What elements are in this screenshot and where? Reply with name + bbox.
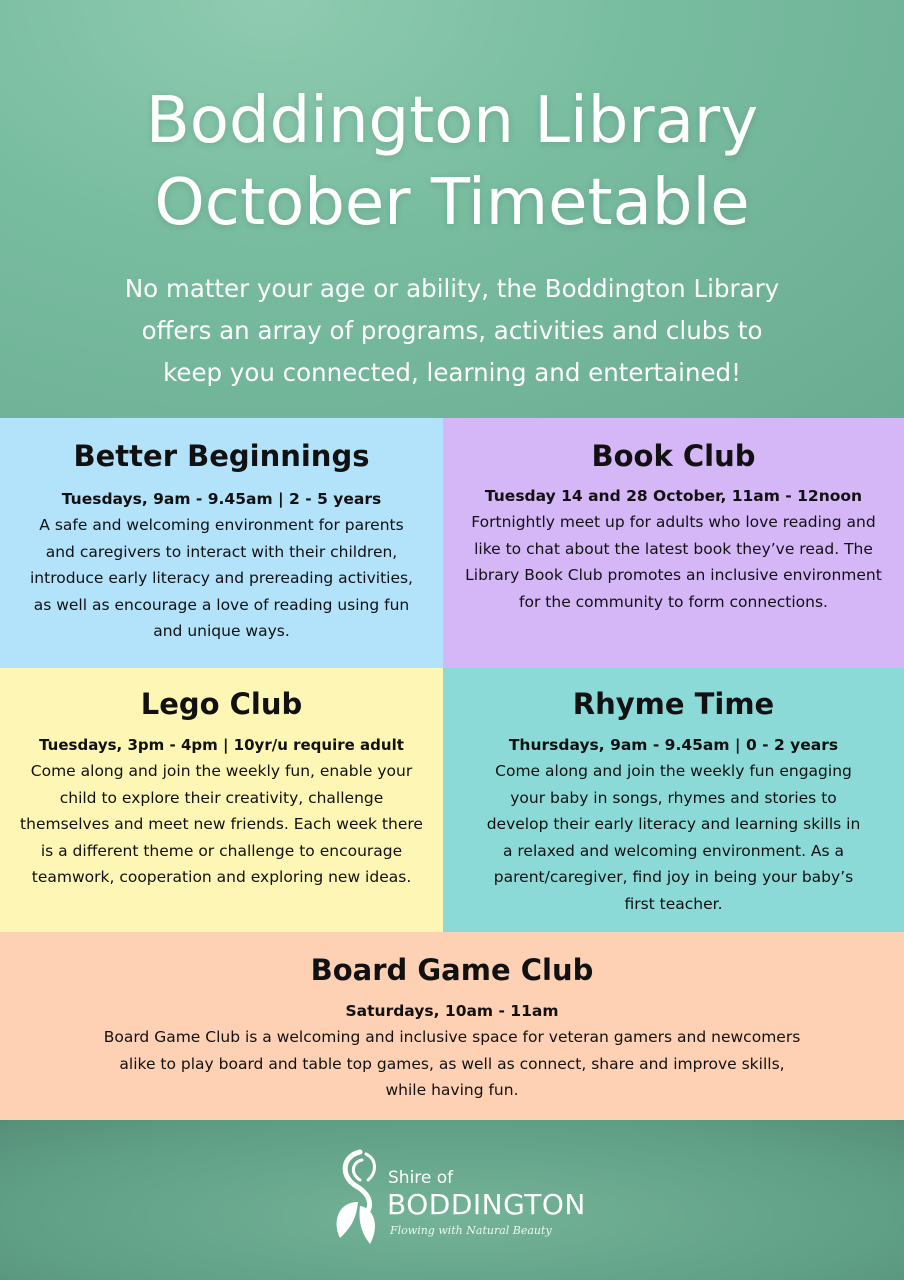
program-book-club: [443, 418, 904, 668]
title-line-2: October Timetable: [154, 166, 750, 240]
intro-line-3: keep you connected, learning and entertained!: [163, 358, 741, 387]
shire-logo: [330, 1146, 610, 1256]
program-rhyme-time: [443, 668, 904, 932]
program-better-beginnings: [0, 418, 443, 668]
program-schedule: Saturdays, 10am - 11am: [345, 1002, 559, 1020]
program-title: Rhyme Time: [572, 687, 775, 721]
program-schedule: Thursdays, 9am - 9.45am | 0 - 2 years: [508, 736, 839, 754]
logo-shire-text: Shire of: [388, 1168, 454, 1188]
page-title: [0, 80, 904, 244]
shire-leaf-icon: [330, 1146, 386, 1250]
program-schedule: Tuesdays, 9am - 9.45am | 2 - 5 years: [61, 490, 382, 508]
program-title: Board Game Club: [310, 953, 594, 987]
program-schedule: Tuesday 14 and 28 October, 11am - 12noon: [484, 487, 863, 505]
intro-text: [40, 268, 864, 394]
program-description: Board Game Club is a welcoming and inclusive space for veteran gamers and newcomers alike to play board and table top games, as well as connect, share and improve skills, while having fun.: [103, 1028, 801, 1099]
program-title: Book Club: [591, 439, 756, 473]
logo-name-text: BODDINGTON: [387, 1188, 586, 1221]
program-schedule: Tuesdays, 3pm - 4pm | 10yr/u require adult: [39, 736, 404, 754]
program-description: A safe and welcoming environment for parents and caregivers to interact with their children, introduce early literacy and prereading activities, as well as encourage a love of reading using fun and unique ways.: [29, 516, 413, 640]
title-line-1: Boddington Library: [145, 84, 759, 158]
program-lego-club: [0, 668, 443, 932]
program-board-game-club: [0, 932, 904, 1122]
intro-line-2: offers an array of programs, activities and clubs to: [141, 316, 763, 345]
logo-tagline: Flowing with Natural Beauty: [390, 1224, 552, 1237]
program-description: Come along and join the weekly fun, enable your child to explore their creativity, challenge themselves and meet new friends. Each week there is a different theme or challenge to encourage teamwork, cooperation and exploring new ideas.: [20, 762, 423, 886]
intro-line-1: No matter your age or ability, the Boddington Library: [124, 274, 780, 303]
program-description: Come along and join the weekly fun engaging your baby in songs, rhymes and stories to develop their early literacy and learning skills in a relaxed and welcoming environment. As a parent/caregiver, find joy in being your baby’s first teacher.: [486, 762, 861, 913]
program-title: Lego Club: [140, 687, 303, 721]
program-description: Fortnightly meet up for adults who love reading and like to chat about the latest book they’ve read. The Library Book Club promotes an inclusive environment for the community to form connections.: [465, 513, 882, 611]
program-title: Better Beginnings: [73, 439, 370, 473]
